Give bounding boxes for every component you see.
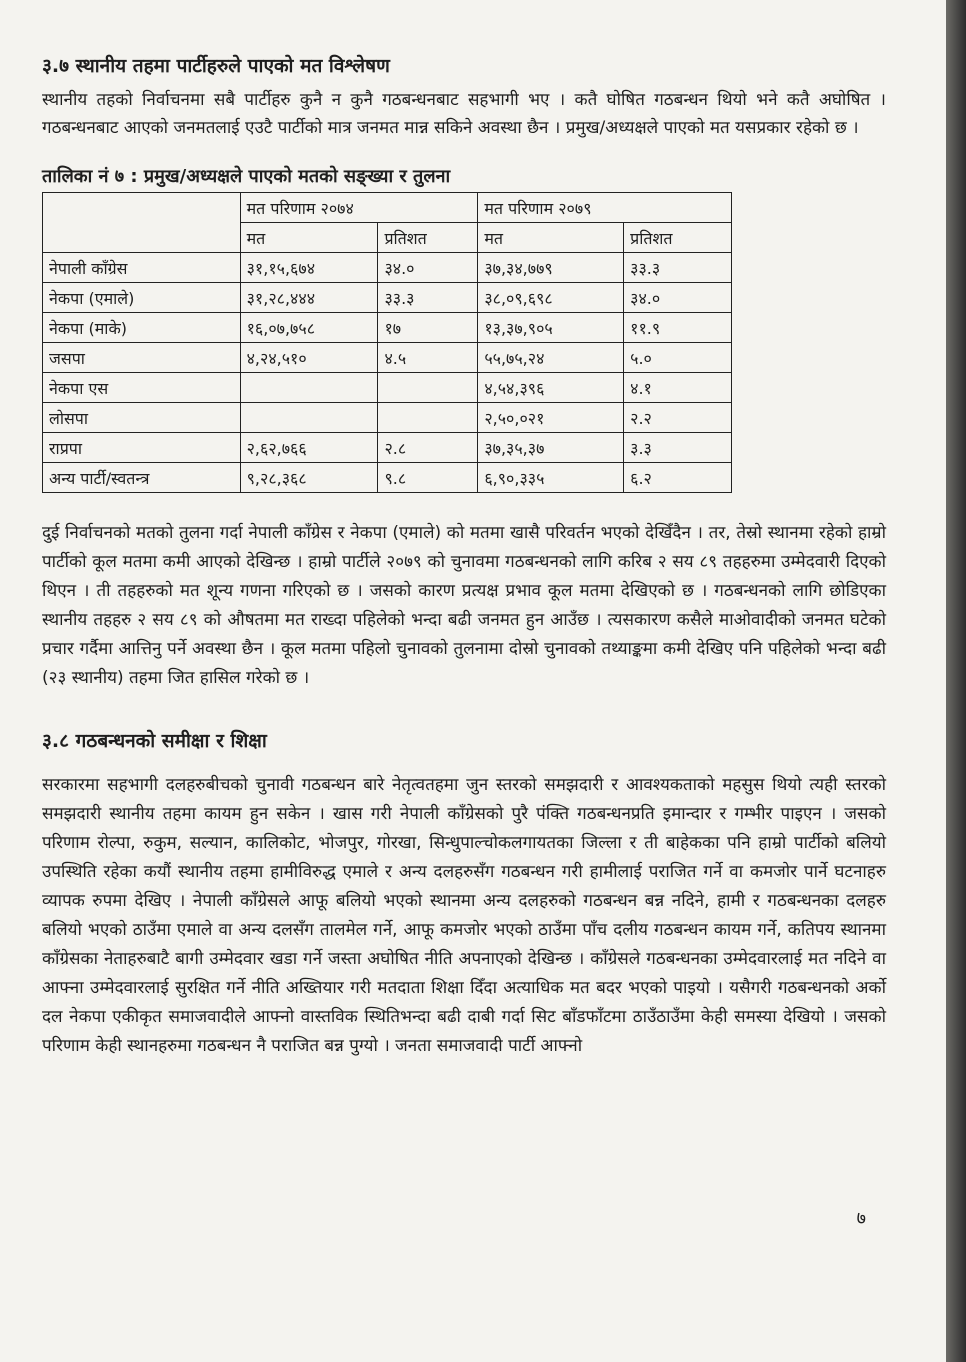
party-name: नेकपा (एमाले): [43, 283, 241, 313]
sub-header-votes-2079: मत: [478, 223, 624, 253]
party-name: नेकपा (माके): [43, 313, 241, 343]
votes-2074: ३१,१५,६७४: [240, 253, 378, 283]
percent-2079: ३.३: [624, 433, 732, 463]
percent-2079: ५.०: [624, 343, 732, 373]
percent-2074: १७: [378, 313, 478, 343]
percent-2074: ३४.०: [378, 253, 478, 283]
votes-2079: ६,९०,३३५: [478, 463, 624, 493]
table-row: [43, 433, 732, 463]
percent-2074: २.८: [378, 433, 478, 463]
percent-2074: [378, 403, 478, 433]
votes-2079: ३७,३५,३७: [478, 433, 624, 463]
votes-2079: २,५०,०२१: [478, 403, 624, 433]
page-edge-shadow: [946, 0, 966, 1362]
table-group-header-row: [43, 193, 732, 223]
party-header-cell: [43, 193, 241, 253]
percent-2074: ३३.३: [378, 283, 478, 313]
percent-2079: ६.२: [624, 463, 732, 493]
group-header-2079: मत परिणाम २०७९: [478, 193, 732, 223]
percent-2079: ११.९: [624, 313, 732, 343]
table-row: [43, 373, 732, 403]
vote-comparison-table: [42, 192, 732, 493]
party-name: अन्य पार्टी/स्वतन्त्र: [43, 463, 241, 493]
party-name: राप्रपा: [43, 433, 241, 463]
votes-2074: [240, 373, 378, 403]
page-number: ७: [856, 1208, 866, 1229]
table-row: [43, 343, 732, 373]
table-row: [43, 313, 732, 343]
sub-header-percent-2074: प्रतिशत: [378, 223, 478, 253]
comparison-paragraph: दुई निर्वाचनको मतको तुलना गर्दा नेपाली काँग्रेस र नेकपा (एमाले) को मतमा खासै परिवर्तन भएको देखिँदैन । तर, तेस्रो स्थानमा रहेको हाम्रो पार्टीको कूल मतमा कमी आएको देखिन्छ । हाम्रो पार्टीले २०७९ को चुनावमा गठबन्धनको लागि करिब २ सय ८९ तहहरुमा उम्मेदवारी दिएको थिएन । ती तहहरुको मत शून्य गणना गरिएको छ । जसको कारण प्रत्यक्ष प्रभाव कूल मतमा देखिएको छ । गठबन्धनको लागि छोडिएका स्थानीय तहहरु २ सय ८९ को औषतमा मत राख्दा पहिलेको भन्दा बढी जनमत हुन आउँछ । त्यसकारण कसैले माओवादीको जनमत घटेको प्रचार गर्दैमा आत्तिनु पर्ने अवस्था छैन । कूल मतमा पहिलो चुनावको तुलनामा दोस्रो चुनावको तथ्याङ्कमा कमी देखिए पनि पहिलेको भन्दा बढी (२३ स्थानीय) तहमा जित हासिल गरेको छ ।: [42, 523, 886, 688]
percent-2079: ३३.३: [624, 253, 732, 283]
group-header-2074: मत परिणाम २०७४: [240, 193, 478, 223]
votes-2074: ९,२८,३६८: [240, 463, 378, 493]
percent-2079: ३४.०: [624, 283, 732, 313]
votes-2079: ३७,३४,७७९: [478, 253, 624, 283]
votes-2079: ५५,७५,२४: [478, 343, 624, 373]
table-row: [43, 253, 732, 283]
votes-2079: ४,५४,३९६: [478, 373, 624, 403]
votes-2074: ४,२४,५१०: [240, 343, 378, 373]
votes-2074: [240, 403, 378, 433]
party-name: जसपा: [43, 343, 241, 373]
percent-2074: ९.८: [378, 463, 478, 493]
section-heading-3-7: ३.७ स्थानीय तहमा पार्टीहरुले पाएको मत विश्लेषण: [42, 55, 390, 77]
party-name: लोसपा: [43, 403, 241, 433]
sub-header-percent-2079: प्रतिशत: [624, 223, 732, 253]
section-heading-3-8: ३.८ गठबन्धनको समीक्षा र शिक्षा: [42, 730, 267, 752]
sub-header-votes-2074: मत: [240, 223, 378, 253]
percent-2079: ४.१: [624, 373, 732, 403]
votes-2074: ३१,२८,४४४: [240, 283, 378, 313]
party-name: नेपाली काँग्रेस: [43, 253, 241, 283]
votes-2074: १६,०७,७५८: [240, 313, 378, 343]
votes-2079: ३८,०९,६९८: [478, 283, 624, 313]
section-3-7-paragraph: स्थानीय तहको निर्वाचनमा सबै पार्टीहरु कुनै न कुनै गठबन्धनबाट सहभागी भए । कतै घोषित गठबन्धन थियो भने कतै अघोषित । गठबन्धनबाट आएको जनमतलाई एउटै पार्टीको मात्र जनमत मान्न सकिने अवस्था छैन । प्रमुख/अध्यक्षले पाएको मत यसप्रकार रहेको छ ।: [42, 90, 886, 138]
percent-2074: ४.५: [378, 343, 478, 373]
votes-2074: २,६२,७६६: [240, 433, 378, 463]
table-caption: तालिका नं ७ : प्रमुख/अध्यक्षले पाएको मतको सङ्ख्या र तुलना: [42, 166, 451, 187]
party-name: नेकपा एस: [43, 373, 241, 403]
percent-2079: २.२: [624, 403, 732, 433]
percent-2074: [378, 373, 478, 403]
votes-2079: १३,३७,९०५: [478, 313, 624, 343]
table-row: [43, 283, 732, 313]
section-3-8-paragraph: सरकारमा सहभागी दलहरुबीचको चुनावी गठबन्धन बारे नेतृत्वतहमा जुन स्तरको समझदारी र आवश्यकताको महसुस थियो त्यही स्तरको समझदारी स्थानीय तहमा कायम हुन सकेन । खास गरी नेपाली काँग्रेसको पुरै पंक्ति गठबन्धनप्रति इमान्दार र गम्भीर पाइएन । जसको परिणाम रोल्पा, रुकुम, सल्यान, कालिकोट, भोजपुर, गोरखा, सिन्धुपाल्चोकलगायतका जिल्ला र ती बाहेकका पनि हाम्रो पार्टीको बलियो उपस्थिति रहेका कयौं स्थानीय तहमा हामीविरुद्ध एमाले र अन्य दलहरुसँग गठबन्धन गरी हामीलाई पराजित गर्ने वा कमजोर पार्ने घटनाहरु व्यापक रुपमा देखिए । नेपाली काँग्रेसले आफू बलियो भएको स्थानमा अन्य दलहरुको गठबन्धन बन्न नदिने, हामी र गठबन्धनका दलहरु बलियो भएको ठाउँमा एमाले वा अन्य दलसँग तालमेल गर्ने, आफू कमजोर भएको ठाउँमा पाँच दलीय गठबन्धन कायम गर्ने, कतिपय स्थानमा काँग्रेसका नेताहरुबाटै बागी उम्मेदवार खडा गर्ने जस्ता अघोषित नीति अपनाएको देखिन्छ । काँग्रेसले गठबन्धनका उम्मेदवारलाई मत नदिने वा आफ्ना उम्मेदवारलाई सुरक्षित गर्ने नीति अख्तियार गरी मतदाता शिक्षा दिँदा अत्याधिक मत बदर भएको पाइयो । यसैगरी गठबन्धनको अर्को दल नेकपा एकीकृत समाजवादीले आफ्नो वास्तविक स्थितिभन्दा बढी दाबी गर्दा सिट बाँडफाँटमा ठाउँठाउँमा केही समस्या देखियो । जसको परिणाम केही स्थानहरुमा गठबन्धन नै पराजित बन्न पुग्यो । जनता समाजवादी पार्टी आफ्नो: [42, 775, 886, 1056]
table-row: [43, 403, 732, 433]
table-row: [43, 463, 732, 493]
